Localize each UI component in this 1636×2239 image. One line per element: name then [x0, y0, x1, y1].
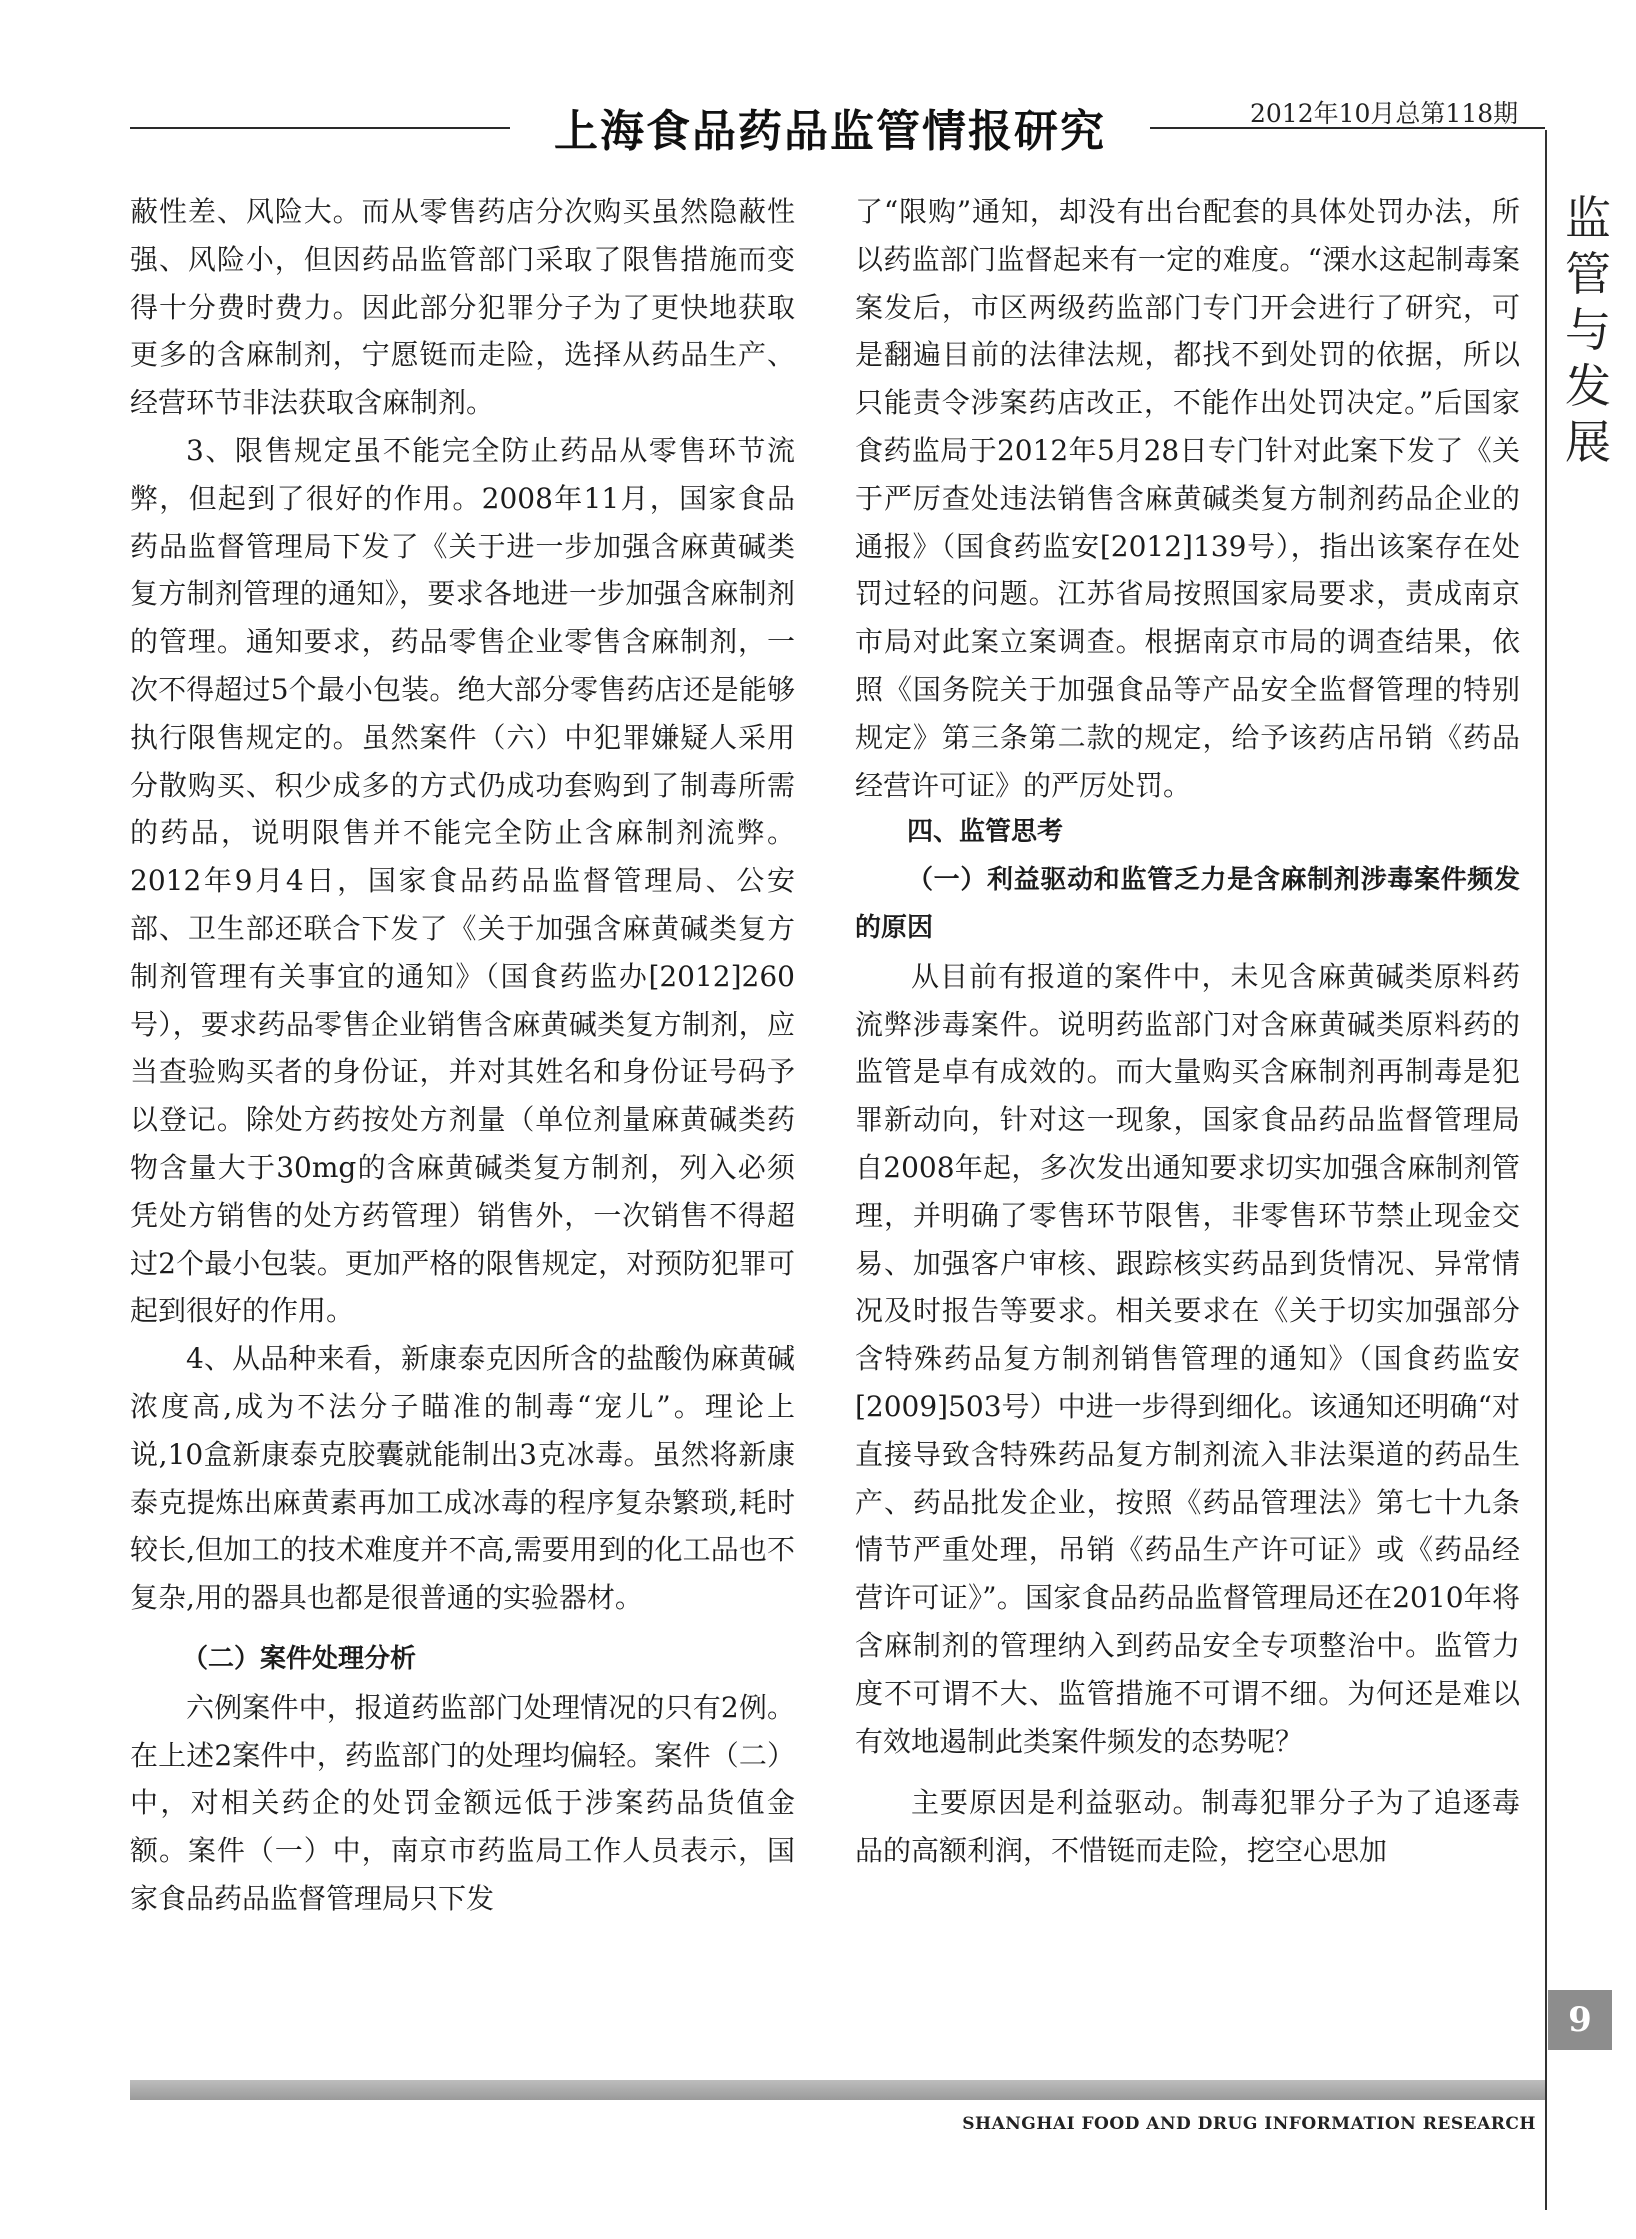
page-number: 9: [1548, 1990, 1612, 2050]
journal-title: 上海食品药品监管情报研究: [554, 106, 1106, 157]
paragraph: 从目前有报道的案件中，未见含麻黄碱类原料药流弊涉毒案件。说明药监部门对含麻黄碱类原料药的监管是卓有成效的。而大量购买含麻制剂再制毒是犯罪新动向，针对这一现象，国家食品药品监督管理局自2008年起，多次发出通知要求切实加强含麻制剂管理，并明确了零售环节限售，非零售环节禁止现金交易、加强客户审核、跟踪核实药品到货情况、异常情况及时报告等要求。相关要求在《关于切实加强部分含特殊药品复方制剂销售管理的通知》（国食药监安[2009]503号）中进一步得到细化。该通知还明确“对直接导致含特殊药品复方制剂流入非法渠道的药品生产、药品批发企业，按照《药品管理法》第七十九条情节严重处理，吊销《药品生产许可证》或《药品经营许可证》”。国家食品药品监督管理局还在2010年将含麻制剂的管理纳入到药品安全专项整治中。监管力度不可谓不大、监管措施不可谓不细。为何还是难以有效地遏制此类案件频发的态势呢？: [855, 959, 1520, 1758]
footer-journal-english-title: SHANGHAI FOOD AND DRUG INFORMATION RESEARCH: [962, 2114, 1536, 2134]
paragraph: 4、从品种来看，新康泰克因所含的盐酸伪麻黄碱浓度高,成为不法分子瞄准的制毒“宠儿”。理论上说,10盒新康泰克胶囊就能制出3克冰毒。虽然将新康泰克提炼出麻黄素再加工成冰毒的程序复杂繁琐,耗时较长,但加工的技术难度并不高,需要用到的化工品也不复杂,用的器具也都是很普通的实验器材。: [130, 1342, 795, 1615]
paragraph: 主要原因是利益驱动。制毒犯罪分子为了追逐毒品的高额利润，不惜铤而走险，挖空心思加: [855, 1786, 1520, 1868]
section-heading: 四、监管思考: [907, 817, 1064, 848]
paragraph: 蔽性差、风险大。而从零售药店分次购买虽然隐蔽性强、风险小，但因药品监管部门采取了限售措施而变得十分费时费力。因此部分犯罪分子为了更快地获取更多的含麻制剂，宁愿铤而走险，选择从药品生产、经营环节非法获取含麻制剂。: [130, 195, 795, 420]
footer-bar: [130, 2080, 1545, 2100]
subsection-heading: （一）利益驱动和监管乏力是含麻制剂涉毒案件频发的原因: [855, 865, 1520, 943]
header-rule-left: [130, 127, 510, 129]
margin-vertical-rule: [1545, 130, 1547, 2210]
left-column: [130, 188, 795, 1923]
paragraph: 了“限购”通知，却没有出台配套的具体处罚办法，所以药监部门监督起来有一定的难度。“溧水这起制毒案案发后，市区两级药监部门专门开会进行了研究，可是翻遍目前的法律法规，都找不到处罚的依据，所以只能责令涉案药店改正，不能作出处罚决定。”后国家食药监局于2012年5月28日专门针对此案下发了《关于严厉查处违法销售含麻黄碱类复方制剂药品企业的通报》（国食药监安[2012]139号），指出该案存在处罚过轻的问题。江苏省局按照国家局要求，责成南京市局对此案立案调查。根据南京市局的调查结果，依照《国务院关于加强食品等产品安全监督管理的特别规定》第三条第二款的规定，给予该药店吊销《药品经营许可证》的严厉处罚。: [855, 195, 1520, 802]
section-side-label: 监管与发展: [1565, 191, 1611, 469]
section-heading: （二）案件处理分析: [182, 1643, 417, 1674]
paragraph: 3、限售规定虽不能完全防止药品从零售环节流弊，但起到了很好的作用。2008年11月，国家食品药品监督管理局下发了《关于进一步加强含麻黄碱类复方制剂管理的通知》，要求各地进一步加强含麻制剂的管理。通知要求，药品零售企业零售含麻制剂，一次不得超过5个最小包装。绝大部分零售药店还是能够执行限售规定的。虽然案件（六）中犯罪嫌疑人采用分散购买、积少成多的方式仍成功套购到了制毒所需的药品，说明限售并不能完全防止含麻制剂流弊。2012年9月4日，国家食品药品监督管理局、公安部、卫生部还联合下发了《关于加强含麻黄碱类复方制剂管理有关事宜的通知》（国食药监办[2012]260号），要求药品零售企业销售含麻黄碱类复方制剂，应当查验购买者的身份证，并对其姓名和身份证号码予以登记。除处方药按处方剂量（单位剂量麻黄碱类药物含量大于30mg的含麻黄碱类复方制剂，列入必须凭处方销售的处方药管理）销售外，一次销售不得超过2个最小包装。更加严格的限售规定，对预防犯罪可起到很好的作用。: [130, 433, 795, 1328]
paragraph: 六例案件中，报道药监部门处理情况的只有2例。在上述2案件中，药监部门的处理均偏轻。案件（二）中，对相关药企的处罚金额远低于涉案药品货值金额。案件（一）中，南京市药监局工作人员表示，国家食品药品监督管理局只下发: [130, 1690, 795, 1915]
issue-info: 2012年10月总第118期: [1250, 99, 1519, 128]
right-column: [855, 188, 1520, 1875]
